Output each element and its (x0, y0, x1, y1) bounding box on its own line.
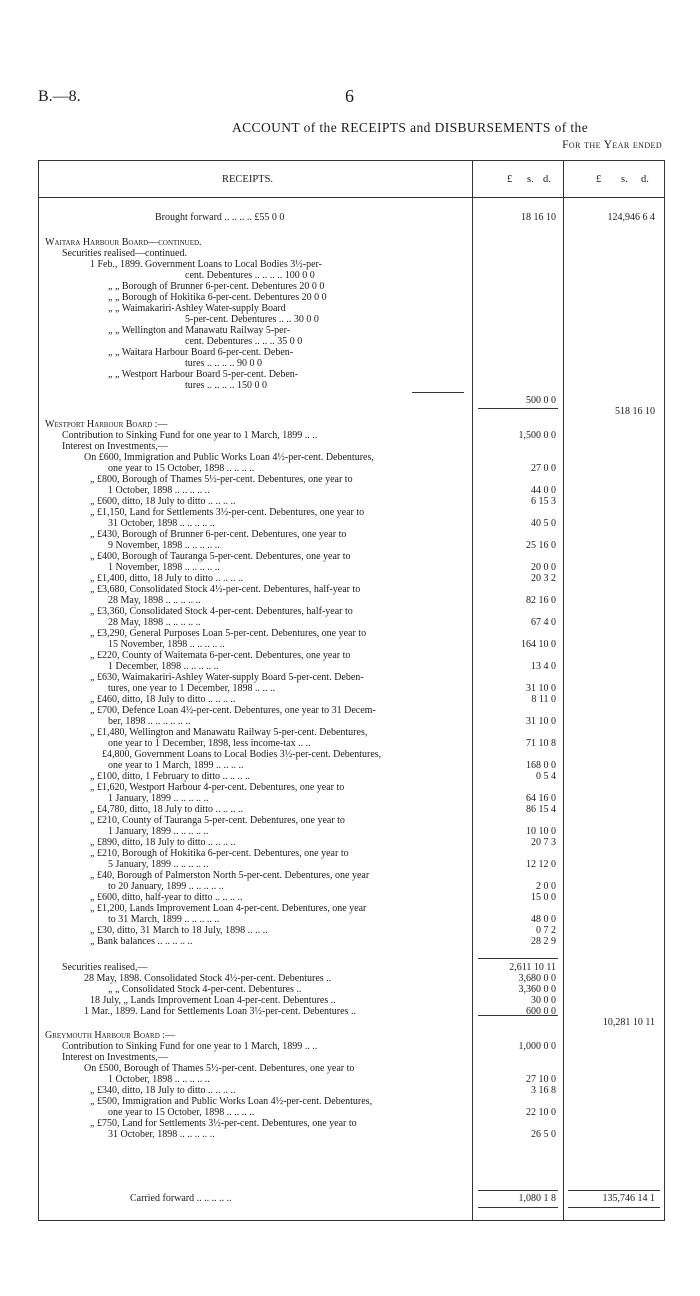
ledger-line: „ „ Consolidated Stock 4-per-cent. Debentures .. (108, 984, 302, 995)
amount-cell: 1,080 1 8 (518, 1193, 556, 1204)
ledger-line: On £600, Immigration and Public Works Loan 4½-per-cent. Debentures, (84, 452, 374, 463)
ledger-line: tures .. .. .. .. 150 0 0 (185, 380, 267, 391)
amount-cell: 31 10 0 (526, 683, 556, 694)
amount-cell: 64 16 0 (526, 793, 556, 804)
amount-cell: 12 12 0 (526, 859, 556, 870)
amount-cell: 6 15 3 (531, 496, 556, 507)
amount-cell: 1,500 0 0 (518, 430, 556, 441)
ledger-line: 28 May, 1898 .. .. .. .. .. (108, 595, 201, 606)
ledger-line: 1 Feb., 1899. Government Loans to Local Bodies 3½-per- (90, 259, 322, 270)
column-divider-1 (472, 160, 473, 1221)
ledger-line: „ £460, ditto, 18 July to ditto .. .. .. .. (90, 694, 236, 705)
ledger-line: „ £1,400, ditto, 18 July to ditto .. .. .. .. (90, 573, 244, 584)
ledger-line: cent. Debentures .. .. .. .. 100 0 0 (185, 270, 315, 281)
amount-cell: 168 0 0 (526, 760, 556, 771)
ledger-line: 18 July, „ Lands Improvement Loan 4-per-cent. Debentures .. (90, 995, 336, 1006)
ledger-line: Waitara Harbour Board—continued. (45, 237, 202, 248)
ledger-line: „ £30, ditto, 31 March to 18 July, 1898 .. .. .. (90, 925, 268, 936)
ledger-line: Contribution to Sinking Fund for one year to 1 March, 1899 .. .. (62, 430, 318, 441)
ledger-line: „ £750, Land for Settlements 3½-per-cent. Debentures, one year to (90, 1118, 357, 1129)
ledger-line: £4,800, Government Loans to Local Bodies 3½-per-cent. Debentures, (102, 749, 382, 760)
ledger-line: „ £890, ditto, 18 July to ditto .. .. .. .. (90, 837, 236, 848)
amount-cell: 30 0 0 (531, 995, 556, 1006)
ledger-line: 5-per-cent. Debentures .. .. 30 0 0 (185, 314, 319, 325)
ledger-line: „ £40, Borough of Palmerston North 5-per-cent. Debentures, one year (90, 870, 370, 881)
amount-cell: 600 0 0 (526, 1006, 556, 1017)
ledger-line: „ £3,290, General Purposes Loan 5-per-cent. Debentures, one year to (90, 628, 367, 639)
amount-cell: 3,680 0 0 (518, 973, 556, 984)
total-rule (478, 1190, 558, 1191)
ledger-line: 1 December, 1898 .. .. .. .. .. (108, 661, 219, 672)
col2-pound-label: £ (596, 174, 602, 185)
ledger-line: one year to 1 March, 1899 .. .. .. .. (108, 760, 244, 771)
amount-cell: 20 3 2 (531, 573, 556, 584)
ledger-line: „ £600, ditto, 18 July to ditto .. .. .. .. (90, 496, 236, 507)
amount-cell: 20 0 0 (531, 562, 556, 573)
page-number: 6 (345, 86, 354, 106)
ledger-line: „ £100, ditto, 1 February to ditto .. .. .. .. (90, 771, 250, 782)
ledger-line: 1 October, 1898 .. .. .. .. .. (108, 1074, 210, 1085)
total-rule (478, 1207, 558, 1208)
ledger-line: „ £3,360, Consolidated Stock 4-per-cent. Debentures, half-year to (90, 606, 353, 617)
ledger-line: 9 November, 1898 .. .. .. .. .. (108, 540, 220, 551)
amount-cell: 500 0 0 (526, 395, 556, 406)
ledger-line: 28 May, 1898 .. .. .. .. .. (108, 617, 201, 628)
ledger-line: „ £600, ditto, half-year to ditto .. .. .. .. (90, 892, 243, 903)
account-title: ACCOUNT of the RECEIPTS and DISBURSEMENTS of the (232, 120, 589, 135)
amount-cell: 31 10 0 (526, 716, 556, 727)
ledger-line: „ £340, ditto, 18 July to ditto .. .. .. .. (90, 1085, 236, 1096)
column-divider-2 (563, 160, 564, 1221)
ledger-line: 1 Mar., 1899. Land for Settlements Loan 3½-per-cent. Debentures .. (84, 1006, 356, 1017)
ledger-line: tures .. .. .. .. 90 0 0 (185, 358, 262, 369)
document-reference: B.—8. (38, 88, 81, 105)
amount-cell: 3,360 0 0 (518, 984, 556, 995)
amount-cell: 28 2 9 (531, 936, 556, 947)
ledger-line: Securities realised—continued. (62, 248, 187, 259)
subtotal-rule (478, 958, 558, 959)
ledger-line: „ „ Wellington and Manawatu Railway 5-per- (108, 325, 291, 336)
col1-shilling-label: s. (527, 174, 534, 185)
ledger-line: „ „ Borough of Hokitika 6-per-cent. Debentures 20 0 0 (108, 292, 327, 303)
amount-cell: 3 16 8 (531, 1085, 556, 1096)
ledger-line: 5 January, 1899 .. .. .. .. .. (108, 859, 209, 870)
amount-cell: 71 10 8 (526, 738, 556, 749)
ledger-line: Greymouth Harbour Board :— (45, 1030, 176, 1041)
amount-cell: 67 4 0 (531, 617, 556, 628)
ledger-line: Interest on Investments,— (62, 1052, 168, 1063)
amount-cell: 135,746 14 1 (602, 1193, 655, 1204)
ledger-line: one year to 15 October, 1898 .. .. .. .. (108, 463, 255, 474)
amount-cell: 40 5 0 (531, 518, 556, 529)
ledger-line: Carried forward .. .. .. .. .. (130, 1193, 232, 1204)
col2-pence-label: d. (641, 174, 649, 185)
amount-cell: 0 5 4 (536, 771, 556, 782)
ledger-line: 1 November, 1898 .. .. .. .. .. (108, 562, 220, 573)
ledger-line: „ £800, Borough of Thames 5½-per-cent. Debentures, one year to (90, 474, 353, 485)
amount-cell: 8 11 0 (531, 694, 556, 705)
ledger-line: „ „ Waitara Harbour Board 6-per-cent. Deben- (108, 347, 294, 358)
ledger-line: „ „ Borough of Brunner 6-per-cent. Debentures 20 0 0 (108, 281, 325, 292)
ledger-line: Westport Harbour Board :— (45, 419, 168, 430)
amount-cell: 44 0 0 (531, 485, 556, 496)
amount-cell: 164 10 0 (521, 639, 556, 650)
col1-pence-label: d. (543, 174, 551, 185)
ledger-line: „ £220, County of Waitemata 6-per-cent. Debentures, one year to (90, 650, 351, 661)
amount-cell: 26 5 0 (531, 1129, 556, 1140)
total-rule (568, 1190, 660, 1191)
amount-cell: 10,281 10 11 (602, 1017, 655, 1028)
amount-cell: 2 0 0 (536, 881, 556, 892)
amount-cell: 86 15 4 (526, 804, 556, 815)
ledger-line: 15 November, 1898 .. .. .. .. .. (108, 639, 225, 650)
amount-cell: 10 10 0 (526, 826, 556, 837)
ledger-line: On £500, Borough of Thames 5½-per-cent. Debentures, one year to (84, 1063, 355, 1074)
ledger-line: 31 October, 1898 .. .. .. .. .. (108, 518, 215, 529)
receipts-heading: RECEIPTS. (222, 174, 274, 185)
header-rule (38, 197, 665, 198)
ledger-line: „ £1,200, Lands Improvement Loan 4-per-cent. Debentures, one year (90, 903, 367, 914)
col1-pound-label: £ (507, 174, 513, 185)
ledger-line: „ £500, Immigration and Public Works Loan 4½-per-cent. Debentures, (90, 1096, 373, 1107)
amount-cell: 25 16 0 (526, 540, 556, 551)
amount-cell: 20 7 3 (531, 837, 556, 848)
amount-cell: 2,611 10 11 (509, 962, 556, 973)
ledger-line: 1 October, 1898 .. .. .. .. .. (108, 485, 210, 496)
amount-cell: 27 10 0 (526, 1074, 556, 1085)
amount-cell: 0 7 2 (536, 925, 556, 936)
ledger-line: Brought forward .. .. .. .. £55 0 0 (155, 212, 285, 223)
ledger-line: to 31 March, 1899 .. .. .. .. .. (108, 914, 220, 925)
ledger-line: one year to 1 December, 1898, less income-tax .. .. (108, 738, 311, 749)
ledger-line: „ £630, Waimakariri-Ashley Water-supply Board 5-per-cent. Deben- (90, 672, 364, 683)
ledger-line: ber, 1898 .. .. .. .. .. .. (108, 716, 191, 727)
ledger-line: Contribution to Sinking Fund for one year to 1 March, 1899 .. .. (62, 1041, 318, 1052)
ledger-line: cent. Debentures .. .. .. 35 0 0 (185, 336, 303, 347)
ledger-line: „ „ Westport Harbour Board 5-per-cent. Deben- (108, 369, 299, 380)
ledger-line: „ Bank balances .. .. .. .. .. (90, 936, 193, 947)
total-rule (568, 1207, 660, 1208)
ledger-line: „ £400, Borough of Tauranga 5-per-cent. Debentures, one year to (90, 551, 351, 562)
ledger-line: tures, one year to 1 December, 1898 .. .. .. (108, 683, 276, 694)
ledger-line: Securities realised,— (62, 962, 148, 973)
subtotal-rule (478, 408, 558, 409)
amount-cell: 48 0 0 (531, 914, 556, 925)
account-subtitle: For the Year ended (562, 139, 662, 151)
ledger-line: „ £4,780, ditto, 18 July to ditto .. .. .. .. (90, 804, 244, 815)
amount-cell: 518 16 10 (615, 406, 655, 417)
amount-cell: 13 4 0 (531, 661, 556, 672)
ledger-line: 31 October, 1898 .. .. .. .. .. (108, 1129, 215, 1140)
ledger-line: „ £430, Borough of Brunner 6-per-cent. Debentures, one year to (90, 529, 347, 540)
ledger-line: 1 January, 1899 .. .. .. .. .. (108, 793, 209, 804)
amount-cell: 124,946 6 4 (607, 212, 655, 223)
ledger-line: „ £210, County of Tauranga 5-per-cent. Debentures, one year to (90, 815, 345, 826)
amount-cell: 18 16 10 (521, 212, 556, 223)
ledger-line: „ £3,680, Consolidated Stock 4½-per-cent. Debentures, half-year to (90, 584, 361, 595)
ledger-line: „ £1,150, Land for Settlements 3½-per-cent. Debentures, one year to (90, 507, 365, 518)
amount-cell: 22 10 0 (526, 1107, 556, 1118)
ledger-line: 28 May, 1898. Consolidated Stock 4½-per-cent. Debentures .. (84, 973, 332, 984)
ledger-line: „ „ Waimakariri-Ashley Water-supply Board (108, 303, 286, 314)
amount-cell: 1,000 0 0 (518, 1041, 556, 1052)
amount-cell: 82 16 0 (526, 595, 556, 606)
ledger-line: „ £700, Defence Loan 4½-per-cent. Debentures, one year to 31 Decem- (90, 705, 376, 716)
amount-cell: 15 0 0 (531, 892, 556, 903)
amount-cell: 27 0 0 (531, 463, 556, 474)
ledger-line: Interest on Investments,— (62, 441, 168, 452)
ledger-line: to 20 January, 1899 .. .. .. .. .. (108, 881, 224, 892)
subtotal-rule (412, 392, 464, 393)
ledger-line: „ £1,620, Westport Harbour 4-per-cent. Debentures, one year to (90, 782, 345, 793)
ledger-line: „ £1,480, Wellington and Manawatu Railway 5-per-cent. Debentures, (90, 727, 368, 738)
col2-shilling-label: s. (621, 174, 628, 185)
ledger-line: „ £210, Borough of Hokitika 6-per-cent. Debentures, one year to (90, 848, 349, 859)
ledger-line: one year to 15 October, 1898 .. .. .. .. (108, 1107, 255, 1118)
ledger-line: 1 January, 1899 .. .. .. .. .. (108, 826, 209, 837)
